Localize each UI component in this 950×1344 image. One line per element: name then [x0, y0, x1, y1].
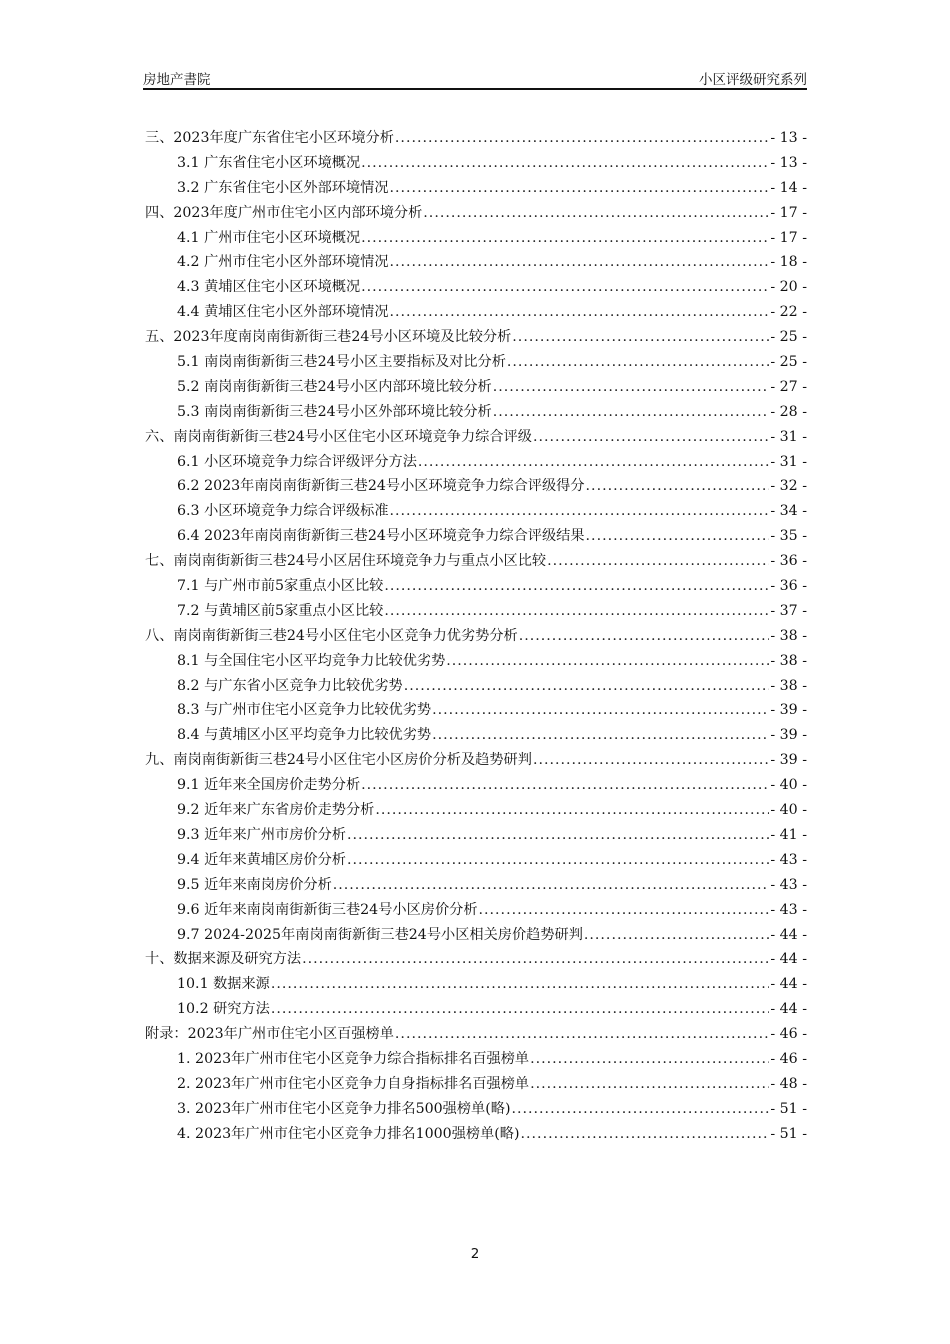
toc-entry-title: 9.5 近年来南岗房价分析: [177, 876, 332, 893]
toc-section-entry[interactable]: [145, 1122, 807, 1147]
toc-section-entry[interactable]: [145, 275, 807, 300]
toc-entry-title: 8.3 与广州市住宅小区竞争力比较优劣势: [177, 702, 432, 719]
toc-entry-title: 3.1 广东省住宅小区环境概况: [177, 154, 361, 171]
toc-chapter-entry[interactable]: [145, 425, 807, 450]
toc-entry-title: 9.4 近年来黄埔区房价分析: [177, 851, 346, 868]
toc-dot-leader: [519, 624, 770, 649]
toc-entry-title: 8.4 与黄埔区小区平均竞争力比较优劣势: [177, 727, 432, 744]
toc-dot-leader: [390, 250, 770, 275]
toc-dot-leader: [384, 599, 769, 624]
toc-entry-page: - 39 -: [770, 702, 807, 719]
toc-entry-title: 九、南岗南街新街三巷24号小区住宅小区房价分析及趋势研判: [145, 752, 532, 769]
toc-entry-page: - 31 -: [770, 428, 807, 445]
toc-section-entry[interactable]: [145, 773, 807, 798]
toc-chapter-entry[interactable]: [145, 325, 807, 350]
toc-entry-title: 3. 2023年广州市住宅小区竞争力排名500强榜单(略): [177, 1100, 511, 1117]
toc-entry-title: 9.1 近年来全国房价走势分析: [177, 777, 361, 794]
toc-entry-page: - 13 -: [770, 154, 807, 171]
toc-entry-title: 6.1 小区环境竞争力综合评级评分方法: [177, 453, 417, 470]
toc-dot-leader: [512, 325, 769, 350]
toc-entry-page: - 28 -: [770, 403, 807, 420]
toc-entry-page: - 25 -: [770, 329, 807, 346]
toc-section-entry[interactable]: [145, 1097, 807, 1122]
toc-entry-title: 七、南岗南街新街三巷24号小区居住环境竞争力与重点小区比较: [145, 553, 547, 570]
toc-entry-page: - 43 -: [770, 901, 807, 918]
toc-chapter-entry[interactable]: [145, 1022, 807, 1047]
toc-entry-title: 3.2 广东省住宅小区外部环境情况: [177, 179, 389, 196]
header-publisher: 房地产書院: [143, 72, 211, 88]
toc-dot-leader: [361, 275, 769, 300]
toc-dot-leader: [432, 723, 769, 748]
toc-section-entry[interactable]: [145, 898, 807, 923]
page-header: [143, 66, 807, 90]
toc-dot-leader: [395, 126, 769, 151]
toc-entry-page: - 32 -: [770, 478, 807, 495]
toc-dot-leader: [395, 1022, 769, 1047]
toc-entry-page: - 20 -: [770, 279, 807, 296]
toc-entry-page: - 38 -: [770, 652, 807, 669]
toc-section-entry[interactable]: [145, 798, 807, 823]
toc-dot-leader: [390, 300, 770, 325]
toc-entry-title: 4.1 广州市住宅小区环境概况: [177, 229, 361, 246]
toc-section-entry[interactable]: [145, 723, 807, 748]
toc-entry-page: - 14 -: [770, 179, 807, 196]
toc-entry-title: 4.4 黄埔区住宅小区外部环境情况: [177, 304, 389, 321]
toc-dot-leader: [547, 549, 769, 574]
toc-dot-leader: [384, 574, 769, 599]
toc-entry-title: 9.2 近年来广东省房价走势分析: [177, 802, 375, 819]
toc-dot-leader: [390, 499, 770, 524]
toc-entry-page: - 40 -: [770, 802, 807, 819]
toc-entry-title: 4. 2023年广州市住宅小区竞争力排名1000强榜单(略): [177, 1125, 520, 1142]
toc-dot-leader: [479, 898, 770, 923]
toc-entry-page: - 37 -: [770, 602, 807, 619]
toc-dot-leader: [533, 425, 769, 450]
toc-entry-page: - 43 -: [770, 876, 807, 893]
toc-dot-leader: [512, 1097, 770, 1122]
toc-entry-page: - 36 -: [770, 578, 807, 595]
toc-entry-title: 五、2023年度南岗南街新街三巷24号小区环境及比较分析: [145, 329, 512, 346]
toc-entry-page: - 40 -: [770, 777, 807, 794]
toc-chapter-entry[interactable]: [145, 947, 807, 972]
table-of-contents: [145, 126, 807, 1147]
toc-entry-page: - 38 -: [770, 677, 807, 694]
toc-chapter-entry[interactable]: [145, 748, 807, 773]
toc-entry-page: - 17 -: [770, 204, 807, 221]
toc-chapter-entry[interactable]: [145, 126, 807, 151]
toc-dot-leader: [530, 1072, 769, 1097]
toc-entry-page: - 46 -: [770, 1050, 807, 1067]
page-number: 2: [470, 1246, 480, 1262]
toc-section-entry[interactable]: [145, 823, 807, 848]
toc-dot-leader: [533, 748, 769, 773]
toc-entry-title: 9.6 近年来南岗南街新街三巷24号小区房价分析: [177, 901, 478, 918]
toc-dot-leader: [361, 151, 769, 176]
toc-section-entry[interactable]: [145, 873, 807, 898]
toc-section-entry[interactable]: [145, 649, 807, 674]
toc-dot-leader: [423, 201, 769, 226]
toc-entry-page: - 48 -: [770, 1075, 807, 1092]
toc-entry-page: - 17 -: [770, 229, 807, 246]
toc-dot-leader: [418, 450, 769, 475]
toc-entry-page: - 27 -: [770, 378, 807, 395]
toc-entry-title: 十、数据来源及研究方法: [145, 951, 302, 968]
toc-entry-page: - 13 -: [770, 130, 807, 146]
toc-entry-title: 三、2023年度广东省住宅小区环境分析: [145, 130, 394, 146]
toc-entry-title: 10.1 数据来源: [177, 976, 270, 993]
toc-section-entry[interactable]: [145, 499, 807, 524]
toc-dot-leader: [584, 923, 769, 948]
toc-section-entry[interactable]: [145, 674, 807, 699]
toc-section-entry[interactable]: [145, 972, 807, 997]
toc-entry-page: - 39 -: [770, 727, 807, 744]
toc-section-entry[interactable]: [145, 1047, 807, 1072]
toc-section-entry[interactable]: [145, 698, 807, 723]
toc-dot-leader: [507, 350, 769, 375]
toc-dot-leader: [271, 972, 769, 997]
toc-dot-leader: [586, 524, 770, 549]
toc-entry-title: 4.2 广州市住宅小区外部环境情况: [177, 254, 389, 271]
toc-entry-page: - 25 -: [770, 354, 807, 371]
toc-chapter-entry[interactable]: [145, 549, 807, 574]
toc-entry-page: - 22 -: [770, 304, 807, 321]
toc-entry-page: - 34 -: [770, 503, 807, 520]
toc-section-entry[interactable]: [145, 574, 807, 599]
toc-section-entry[interactable]: [145, 1072, 807, 1097]
toc-entry-page: - 51 -: [770, 1100, 807, 1117]
toc-dot-leader: [347, 848, 769, 873]
header-series-title: 小区评级研究系列: [699, 72, 807, 88]
toc-dot-leader: [361, 226, 769, 251]
toc-section-entry[interactable]: [145, 350, 807, 375]
toc-dot-leader: [493, 375, 770, 400]
toc-entry-title: 6.3 小区环境竞争力综合评级标准: [177, 503, 389, 520]
toc-entry-page: - 43 -: [770, 851, 807, 868]
toc-entry-page: - 39 -: [770, 752, 807, 769]
toc-entry-title: 八、南岗南街新街三巷24号小区住宅小区竞争力优劣势分析: [145, 627, 518, 644]
toc-dot-leader: [586, 474, 770, 499]
toc-dot-leader: [530, 1047, 769, 1072]
toc-entry-page: - 44 -: [770, 951, 807, 968]
toc-entry-title: 5.1 南岗南街新街三巷24号小区主要指标及对比分析: [177, 354, 506, 371]
toc-dot-leader: [390, 176, 770, 201]
toc-entry-title: 9.3 近年来广州市房价分析: [177, 826, 346, 843]
toc-entry-page: - 18 -: [770, 254, 807, 271]
toc-section-entry[interactable]: [145, 997, 807, 1022]
toc-entry-page: - 44 -: [770, 926, 807, 943]
toc-entry-title: 8.1 与全国住宅小区平均竞争力比较优劣势: [177, 652, 446, 669]
toc-entry-title: 7.1 与广州市前5家重点小区比较: [177, 578, 384, 595]
toc-dot-leader: [375, 798, 769, 823]
toc-dot-leader: [432, 698, 769, 723]
toc-entry-title: 8.2 与广东省小区竞争力比较优劣势: [177, 677, 403, 694]
toc-section-entry[interactable]: [145, 474, 807, 499]
toc-entry-page: - 44 -: [770, 976, 807, 993]
toc-entry-page: - 38 -: [770, 627, 807, 644]
toc-entry-title: 6.4 2023年南岗南街新街三巷24号小区环境竞争力综合评级结果: [177, 528, 585, 545]
toc-entry-title: 5.3 南岗南街新街三巷24号小区外部环境比较分析: [177, 403, 492, 420]
toc-entry-title: 5.2 南岗南街新街三巷24号小区内部环境比较分析: [177, 378, 492, 395]
toc-dot-leader: [302, 947, 769, 972]
toc-dot-leader: [404, 674, 770, 699]
toc-dot-leader: [333, 873, 770, 898]
toc-entry-page: - 51 -: [770, 1125, 807, 1142]
toc-dot-leader: [446, 649, 769, 674]
toc-section-entry[interactable]: [145, 524, 807, 549]
toc-entry-page: - 35 -: [770, 528, 807, 545]
toc-dot-leader: [347, 823, 769, 848]
toc-section-entry[interactable]: [145, 300, 807, 325]
toc-entry-title: 2. 2023年广州市住宅小区竞争力自身指标排名百强榜单: [177, 1075, 530, 1092]
toc-chapter-entry[interactable]: [145, 624, 807, 649]
toc-dot-leader: [521, 1122, 770, 1147]
toc-entry-title: 10.2 研究方法: [177, 1001, 270, 1018]
toc-section-entry[interactable]: [145, 375, 807, 400]
toc-chapter-entry[interactable]: [145, 201, 807, 226]
toc-section-entry[interactable]: [145, 450, 807, 475]
toc-entry-title: 六、南岗南街新街三巷24号小区住宅小区环境竞争力综合评级: [145, 428, 532, 445]
toc-section-entry[interactable]: [145, 250, 807, 275]
toc-entry-page: - 46 -: [770, 1026, 807, 1043]
toc-dot-leader: [271, 997, 769, 1022]
toc-dot-leader: [493, 400, 770, 425]
toc-entry-page: - 41 -: [770, 826, 807, 843]
toc-section-entry[interactable]: [145, 599, 807, 624]
toc-section-entry[interactable]: [145, 923, 807, 948]
toc-entry-title: 四、2023年度广州市住宅小区内部环境分析: [145, 204, 423, 221]
toc-dot-leader: [361, 773, 769, 798]
toc-entry-page: - 36 -: [770, 553, 807, 570]
toc-entry-title: 1. 2023年广州市住宅小区竞争力综合指标排名百强榜单: [177, 1050, 530, 1067]
toc-section-entry[interactable]: [145, 151, 807, 176]
toc-section-entry[interactable]: [145, 176, 807, 201]
toc-entry-title: 4.3 黄埔区住宅小区环境概况: [177, 279, 361, 296]
toc-entry-page: - 31 -: [770, 453, 807, 470]
toc-entry-title: 7.2 与黄埔区前5家重点小区比较: [177, 602, 384, 619]
toc-section-entry[interactable]: [145, 400, 807, 425]
toc-entry-title: 附录：2023年广州市住宅小区百强榜单: [145, 1026, 394, 1043]
toc-entry-title: 6.2 2023年南岗南街新街三巷24号小区环境竞争力综合评级得分: [177, 478, 585, 495]
toc-entry-title: 9.7 2024-2025年南岗南街新街三巷24号小区相关房价趋势研判: [177, 926, 583, 943]
toc-section-entry[interactable]: [145, 226, 807, 251]
toc-entry-page: - 44 -: [770, 1001, 807, 1018]
toc-section-entry[interactable]: [145, 848, 807, 873]
